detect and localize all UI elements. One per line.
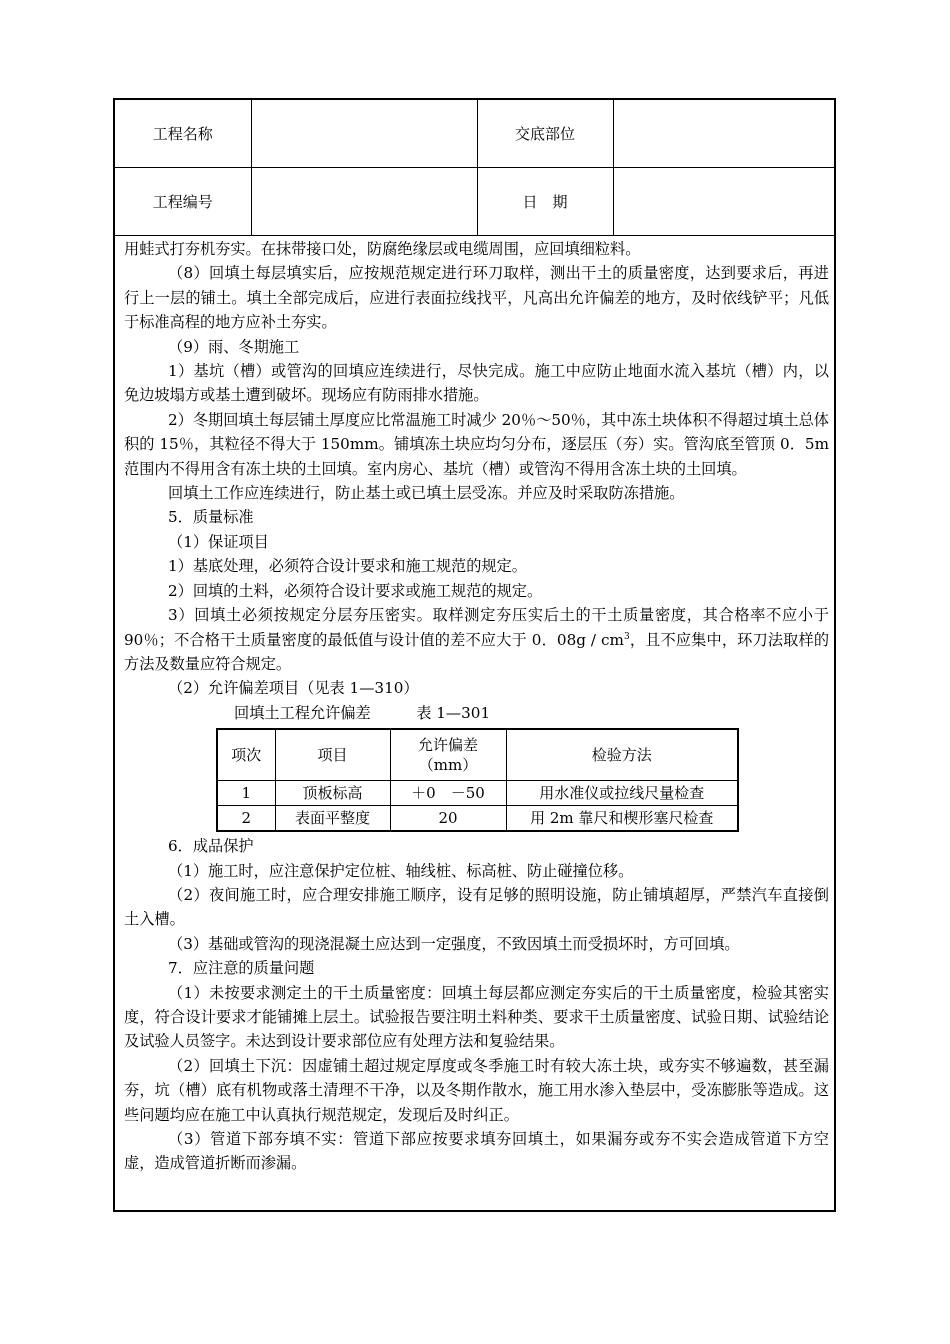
tolerance-table — [216, 728, 739, 832]
paragraph: （2）回填土下沉：因虚铺土超过规定厚度或冬季施工时有较大冻土块，或夯实不够遍数，甚至漏夯，坑（槽）底有机物或落土清理不干净，以及冬期作散水，施工用水渗入垫层中，受冻膨胀等造成。这些问题均应在施工中认真执行规范规定，发现后及时纠正。 — [124, 1056, 829, 1124]
project-no-label: 工程编号 — [115, 168, 251, 236]
table-header-cell: 项次 — [217, 729, 275, 781]
date-value — [613, 168, 834, 236]
project-name-value — [251, 100, 477, 168]
paragraph: 2）回填的土料，必须符合设计要求或施工规范的规定。 — [168, 581, 543, 600]
paragraph: （1）未按要求测定土的干土质量密度：回填土每层都应测定夯实后的干土质量密度，检验其密实度，符合设计要求才能铺摊上层土。试验报告要注明土料种类、要求干土质量密度、试验日期、试验结论及试验人员签字。未达到设计要求部位应有处理方法和复验结果。 — [124, 983, 829, 1051]
paragraph: （3）基础或管沟的现浇混凝土应达到一定强度，不致因填土而受损坏时，方可回填。 — [168, 934, 740, 953]
project-no-value — [251, 168, 477, 236]
superscript: 3 — [623, 631, 630, 642]
document-frame — [113, 98, 836, 1212]
disclosure-part-label: 交底部位 — [477, 100, 613, 168]
paragraph — [124, 603, 829, 676]
table-header-cell: 项目 — [275, 729, 390, 781]
header-line: 允许偏差 — [417, 736, 478, 755]
paragraph: （3）管道下部夯填不实：管道下部应按要求填夯回填土，如果漏夯或夯不实会造成管道下方空虚，造成管道折断而渗漏。 — [124, 1130, 829, 1173]
project-name-label: 工程名称 — [115, 100, 251, 168]
table-cell: 表面平整度 — [275, 806, 390, 832]
section-heading: 7．应注意的质量问题 — [168, 959, 315, 978]
header-table — [115, 100, 834, 236]
disclosure-part-value — [613, 100, 834, 168]
section-heading: （1）保证项目 — [168, 532, 269, 551]
paragraph: （1）施工时，应注意保护定位桩、轴线桩、标高桩、防止碰撞位移。 — [168, 861, 634, 880]
paragraph: 用蛙式打夯机夯实。在抹带接口处，防腐绝缘层或电缆周围，应回填细粒料。 — [124, 240, 641, 258]
header-line: （mm） — [418, 756, 478, 775]
paragraph-text: ，且不应集中，环刀法取样的方法及数量应符合规定。 — [124, 630, 830, 673]
date-label: 日 期 — [477, 168, 613, 236]
table-cell: 2 — [217, 806, 275, 832]
table-caption: 回填土工程允许偏差 表 1—301 — [234, 703, 491, 722]
table-cell: 20 — [390, 806, 506, 832]
table-cell: 顶板标高 — [275, 781, 390, 806]
table-cell: 用水准仪或拉线尺量检查 — [506, 781, 738, 806]
table-row — [217, 781, 738, 806]
paragraph: （2）夜间施工时，应合理安排施工顺序，设有足够的照明设施，防止铺填超厚，严禁汽车直接倒土入槽。 — [124, 885, 829, 929]
paragraph: 2）冬期回填土每层铺土厚度应比常温施工时减少 20％～50％，其中冻土块体积不得超过填土总体积的 15％，其粒径不得大于 150mm。铺填冻土块应均匀分布，逐层压（夯）实。管沟底至管顶 0．5m 范围内不得用含有冻土块的土回填。室内房心、基坑（槽）或管沟不得用含冻土块的土回填。 — [124, 410, 829, 478]
table-header-cell — [390, 729, 506, 781]
paragraph-text: 3）回填土必须按规定分层夯压密实。取样测定夯压实后土的干土质量密度，其合格率不应小于 90％；不合格干土质量密度的最低值与设计值的差不应大于 0．08g / cm — [124, 606, 829, 649]
document-body — [124, 237, 829, 1176]
paragraph: 1）基底处理，必须符合设计要求和施工规范的规定。 — [168, 557, 527, 576]
table-cell: 用 2m 靠尺和楔形塞尺检查 — [506, 806, 738, 832]
table-row — [217, 806, 738, 832]
paragraph: 回填土工作应连续进行，防止基土或已填土层受冻。并应及时采取防冻措施。 — [168, 484, 685, 503]
paragraph: 1）基坑（槽）或管沟的回填应连续进行，尽快完成。施工中应防止地面水流入基坑（槽）内，以免边坡塌方或基土遭到破坏。现场应有防雨排水措施。 — [124, 362, 829, 405]
section-heading: （2）允许偏差项目（见表 1—310） — [168, 679, 419, 698]
table-cell: ＋0 －50 — [390, 781, 506, 806]
table-header-cell: 检验方法 — [506, 729, 738, 781]
section-heading: 6．成品保护 — [168, 837, 254, 856]
table-cell: 1 — [217, 781, 275, 806]
section-heading: （9）雨、冬期施工 — [168, 337, 300, 356]
paragraph: （8）回填土每层填实后，应按规范规定进行环刀取样，测出干土的质量密度，达到要求后，再进行上一层的铺土。填土全部完成后，应进行表面拉线找平，凡高出允许偏差的地方，及时依线铲平；凡低于标准高程的地方应补土夯实。 — [124, 264, 829, 332]
section-heading: 5．质量标准 — [168, 508, 254, 527]
